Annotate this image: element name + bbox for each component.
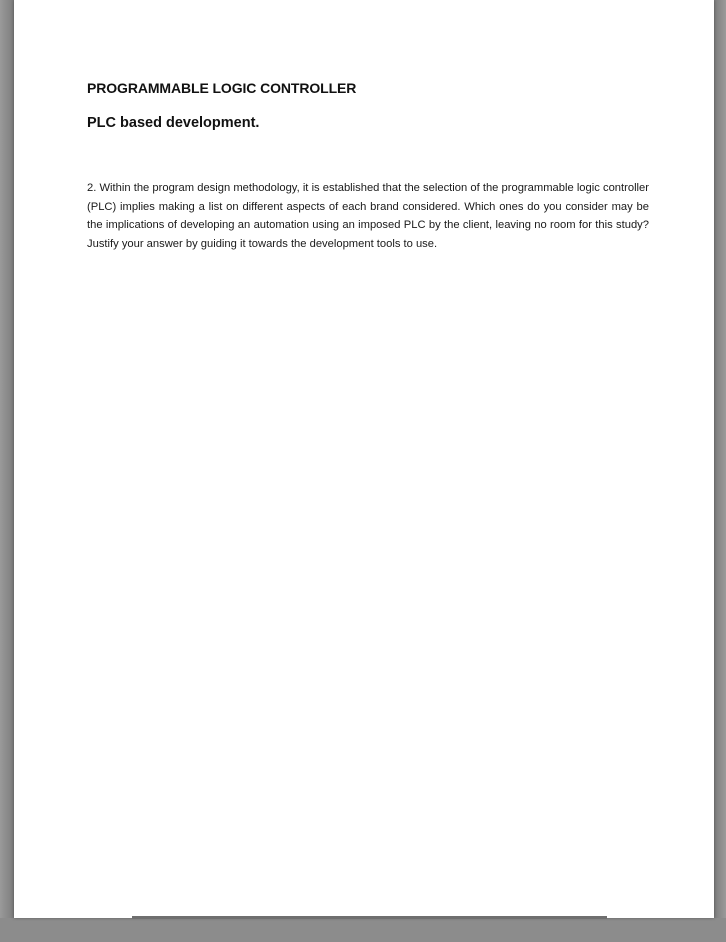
document-subtitle: PLC based development.: [87, 115, 260, 131]
question-paragraph: 2. Within the program design methodology, it is established that the selection of the programmable logic controller (PLC) implies making a list on different aspects of each brand considered. Which ones do you consider may be the implications of developing an automation using an imposed PLC by the client, leaving no room for this study? Justify your answer by guiding it towards the development tools to use.: [87, 182, 649, 250]
viewer-background-right: [714, 0, 726, 942]
document-title: PROGRAMMABLE LOGIC CONTROLLER: [87, 80, 357, 96]
document-page: [14, 0, 714, 918]
viewer-background-left: [0, 0, 14, 942]
viewer-background-bottom: [0, 918, 726, 942]
page-bottom-edge: [132, 916, 607, 919]
